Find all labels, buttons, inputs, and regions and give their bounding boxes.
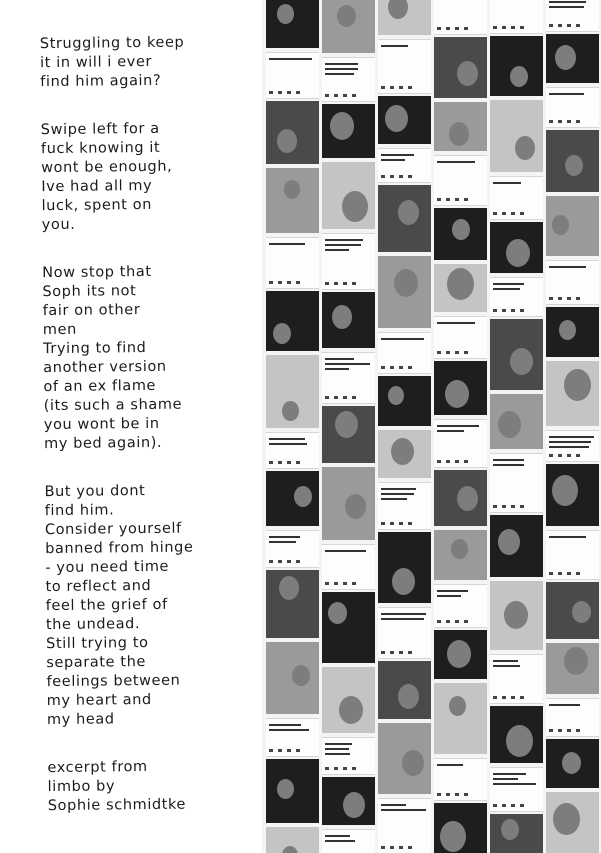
face-shape bbox=[392, 568, 415, 595]
profile-photo bbox=[546, 307, 599, 357]
action-icons bbox=[269, 281, 303, 284]
poem-line: wont be enough, bbox=[41, 158, 173, 177]
face-shape bbox=[552, 475, 578, 506]
action-icons bbox=[381, 366, 415, 369]
face-shape bbox=[447, 640, 471, 668]
action-icons bbox=[269, 560, 303, 563]
prompt-text-line bbox=[269, 58, 312, 60]
poem-line: separate the bbox=[46, 654, 147, 672]
poem-line: of an ex flame bbox=[43, 377, 157, 396]
prompt-text-line bbox=[325, 73, 354, 75]
face-shape bbox=[398, 200, 419, 225]
profile-photo bbox=[378, 661, 431, 719]
prompt-text-line bbox=[437, 590, 468, 592]
profile-prompt-card bbox=[546, 530, 599, 580]
profile-photo bbox=[266, 570, 319, 638]
poem-line: feel the grief of bbox=[45, 596, 168, 615]
profile-prompt-card bbox=[434, 155, 487, 206]
face-shape bbox=[388, 386, 404, 405]
prompt-text-line bbox=[381, 613, 426, 615]
poem-line: it in will i ever bbox=[39, 53, 153, 72]
prompt-text-line bbox=[437, 322, 475, 324]
action-icons bbox=[549, 729, 583, 732]
poem-line: banned from hinge bbox=[45, 539, 194, 558]
prompt-text-line bbox=[325, 63, 358, 65]
profile-prompt-card bbox=[434, 0, 487, 35]
action-icons bbox=[269, 749, 303, 752]
poem-line: my head bbox=[46, 711, 115, 729]
prompt-text-line bbox=[549, 436, 594, 438]
profile-prompt-card bbox=[378, 607, 431, 659]
poem-line: you. bbox=[41, 216, 76, 234]
prompt-text-line bbox=[381, 493, 414, 495]
stanza-4 bbox=[44, 481, 257, 730]
profile-prompt-card bbox=[490, 0, 543, 34]
face-shape bbox=[398, 684, 419, 709]
prompt-text-line bbox=[325, 840, 355, 842]
profile-photo bbox=[434, 630, 487, 679]
face-shape bbox=[339, 696, 363, 724]
poem-line: find him again? bbox=[40, 72, 162, 91]
action-icons bbox=[549, 24, 583, 27]
face-shape bbox=[402, 750, 424, 776]
action-icons bbox=[549, 572, 583, 575]
poem-line: my bed again). bbox=[43, 434, 163, 453]
profile-prompt-card bbox=[378, 798, 431, 853]
profile-photo bbox=[322, 0, 375, 53]
action-icons bbox=[493, 804, 527, 807]
prompt-text-line bbox=[493, 459, 524, 461]
profile-prompt-card bbox=[266, 718, 319, 757]
prompt-text-line bbox=[269, 243, 305, 245]
poem-line: to reflect and bbox=[45, 577, 152, 596]
profile-photo bbox=[434, 208, 487, 260]
prompt-text-line bbox=[493, 665, 520, 667]
profile-prompt-card bbox=[266, 530, 319, 568]
face-shape bbox=[451, 539, 468, 559]
profile-photo bbox=[322, 406, 375, 463]
profile-photo bbox=[322, 104, 375, 158]
poem-line: - you need time bbox=[45, 558, 170, 577]
profile-photo bbox=[378, 532, 431, 603]
face-shape bbox=[452, 219, 470, 240]
prompt-text-line bbox=[437, 764, 463, 766]
action-icons bbox=[381, 86, 415, 89]
poem-line: feelings between bbox=[46, 672, 181, 691]
collage-column bbox=[434, 0, 487, 853]
prompt-text-line bbox=[493, 773, 526, 775]
prompt-text-line bbox=[381, 154, 414, 156]
face-shape bbox=[457, 486, 478, 511]
action-icons bbox=[325, 282, 359, 285]
prompt-text-line bbox=[381, 159, 405, 161]
poem-line: find him. bbox=[44, 502, 115, 520]
face-shape bbox=[564, 647, 588, 675]
face-shape bbox=[385, 105, 408, 132]
profile-photo bbox=[322, 467, 375, 540]
face-shape bbox=[564, 369, 591, 401]
profile-prompt-card bbox=[434, 419, 487, 468]
action-icons bbox=[437, 27, 471, 30]
face-shape bbox=[506, 725, 533, 757]
face-shape bbox=[565, 155, 583, 176]
profile-photo bbox=[434, 37, 487, 98]
action-icons bbox=[437, 793, 471, 796]
profile-photo bbox=[266, 101, 319, 164]
poem-line: fair on other bbox=[42, 302, 141, 320]
prompt-text-line bbox=[269, 541, 296, 543]
profile-prompt-card bbox=[434, 316, 487, 359]
profile-photo bbox=[434, 530, 487, 580]
poem-line: fuck knowing it bbox=[40, 139, 161, 158]
face-shape bbox=[457, 61, 478, 86]
profile-photo bbox=[434, 470, 487, 526]
credit-line: limbo by bbox=[47, 778, 116, 796]
profile-prompt-card bbox=[322, 57, 375, 102]
face-shape bbox=[562, 752, 581, 774]
prompt-text-line bbox=[325, 68, 358, 70]
profile-photo bbox=[490, 394, 543, 449]
action-icons bbox=[269, 91, 303, 94]
profile-photo bbox=[490, 222, 543, 273]
poem-line: the undead. bbox=[45, 616, 141, 634]
prompt-text-line bbox=[325, 363, 370, 365]
poem-line: you wont be in bbox=[43, 415, 160, 434]
prompt-text-line bbox=[325, 748, 349, 750]
prompt-text-line bbox=[549, 266, 586, 268]
face-shape bbox=[388, 0, 408, 19]
prompt-text-line bbox=[325, 244, 361, 246]
profile-prompt-card bbox=[490, 176, 543, 220]
prompt-text-line bbox=[493, 783, 536, 785]
poem-line: But you dont bbox=[44, 483, 146, 501]
face-shape bbox=[335, 411, 358, 438]
face-shape bbox=[445, 380, 469, 408]
prompt-text-line bbox=[325, 368, 349, 370]
prompt-text-line bbox=[549, 536, 586, 538]
prompt-text-line bbox=[493, 182, 521, 184]
face-shape bbox=[510, 66, 528, 87]
action-icons bbox=[493, 696, 527, 699]
face-shape bbox=[279, 576, 299, 600]
profile-photo bbox=[378, 376, 431, 426]
profile-photo bbox=[322, 777, 375, 825]
stanza-1 bbox=[40, 33, 251, 92]
face-shape bbox=[277, 779, 294, 799]
prompt-text-line bbox=[549, 704, 580, 706]
prompt-text-line bbox=[437, 595, 461, 597]
action-icons bbox=[437, 351, 471, 354]
profile-photo bbox=[378, 723, 431, 794]
profile-photo bbox=[322, 292, 375, 348]
profile-prompt-card bbox=[322, 352, 375, 404]
profile-prompt-card bbox=[266, 237, 319, 289]
prompt-text-line bbox=[493, 288, 520, 290]
profile-prompt-card bbox=[266, 432, 319, 469]
profile-prompt-card bbox=[490, 453, 543, 513]
face-shape bbox=[498, 411, 521, 438]
face-shape bbox=[553, 803, 580, 835]
face-shape bbox=[277, 4, 294, 24]
face-shape bbox=[345, 494, 366, 519]
profile-prompt-card bbox=[546, 430, 599, 462]
face-shape bbox=[440, 821, 466, 852]
profile-prompt-card bbox=[378, 148, 431, 183]
profile-photo bbox=[266, 291, 319, 351]
prompt-text-line bbox=[269, 443, 307, 445]
profile-photo bbox=[266, 168, 319, 233]
profile-photo bbox=[546, 130, 599, 192]
action-icons bbox=[325, 396, 359, 399]
profile-photo bbox=[266, 471, 319, 526]
action-icons bbox=[381, 651, 415, 654]
prompt-text-line bbox=[381, 338, 424, 340]
profile-photo bbox=[546, 643, 599, 694]
poem-line: another version bbox=[43, 358, 167, 377]
face-shape bbox=[343, 792, 365, 818]
profile-photo bbox=[266, 827, 319, 853]
action-icons bbox=[381, 175, 415, 178]
profile-photo bbox=[490, 706, 543, 763]
action-icons bbox=[493, 212, 527, 215]
prompt-text-line bbox=[549, 6, 584, 8]
prompt-text-line bbox=[325, 358, 354, 360]
prompt-text-line bbox=[493, 283, 524, 285]
face-shape bbox=[282, 401, 299, 421]
profile-photo bbox=[378, 256, 431, 328]
collage-column bbox=[546, 0, 599, 853]
face-shape bbox=[282, 846, 298, 853]
profile-photo bbox=[434, 264, 487, 312]
face-shape bbox=[504, 601, 528, 629]
prompt-text-line bbox=[549, 441, 591, 443]
face-shape bbox=[284, 180, 300, 199]
poem-line: Trying to find bbox=[42, 340, 147, 358]
face-shape bbox=[498, 529, 520, 555]
action-icons bbox=[549, 297, 583, 300]
prompt-text-line bbox=[325, 753, 350, 755]
action-icons bbox=[437, 620, 471, 623]
action-icons bbox=[549, 454, 583, 457]
prompt-text-line bbox=[381, 809, 426, 811]
profile-prompt-card bbox=[378, 482, 431, 530]
poem-credit bbox=[47, 757, 258, 816]
profile-photo bbox=[322, 162, 375, 229]
profile-photo bbox=[378, 430, 431, 478]
profile-prompt-card bbox=[322, 829, 375, 853]
profile-photo bbox=[378, 185, 431, 252]
profile-photo bbox=[546, 361, 599, 426]
profile-prompt-card bbox=[434, 584, 487, 628]
collage-column bbox=[322, 0, 375, 853]
profile-prompt-card bbox=[378, 39, 431, 94]
profile-photo bbox=[434, 683, 487, 754]
prompt-text-line bbox=[325, 743, 352, 745]
poem-line: my heart and bbox=[46, 691, 152, 710]
profile-photo bbox=[490, 100, 543, 172]
face-shape bbox=[342, 191, 368, 222]
face-shape bbox=[572, 601, 591, 623]
profile-prompt-card bbox=[266, 52, 319, 99]
poem-line: Still trying to bbox=[46, 635, 149, 653]
face-shape bbox=[559, 320, 576, 340]
prompt-text-line bbox=[381, 804, 406, 806]
action-icons bbox=[269, 461, 303, 464]
face-shape bbox=[294, 486, 312, 507]
credit-line: Sophie schmidtke bbox=[47, 796, 187, 815]
profile-photo bbox=[378, 96, 431, 144]
action-icons bbox=[437, 198, 471, 201]
action-icons bbox=[381, 522, 415, 525]
profile-prompt-card bbox=[322, 233, 375, 290]
face-shape bbox=[330, 112, 354, 140]
action-icons bbox=[549, 120, 583, 123]
profile-prompt-card bbox=[322, 544, 375, 590]
prompt-text-line bbox=[437, 161, 475, 163]
profile-photo bbox=[266, 759, 319, 823]
stanza-2 bbox=[41, 119, 252, 235]
face-shape bbox=[449, 122, 469, 146]
action-icons bbox=[493, 26, 527, 29]
face-shape bbox=[337, 5, 356, 27]
profile-prompt-card bbox=[378, 332, 431, 374]
face-shape bbox=[328, 602, 347, 624]
prompt-text-line bbox=[381, 498, 407, 500]
poem-line: Struggling to keep bbox=[39, 34, 185, 53]
stanza-3 bbox=[42, 262, 254, 454]
profile-photo bbox=[434, 361, 487, 415]
face-shape bbox=[273, 323, 291, 344]
profile-prompt-card bbox=[546, 87, 599, 128]
profile-photo bbox=[546, 196, 599, 256]
prompt-text-line bbox=[549, 1, 586, 3]
prompt-text-line bbox=[381, 618, 424, 620]
profile-prompt-card bbox=[546, 260, 599, 305]
profile-photo bbox=[546, 739, 599, 788]
profile-photo bbox=[490, 581, 543, 650]
profile-prompt-card bbox=[434, 758, 487, 801]
profile-photo bbox=[266, 355, 319, 428]
action-icons bbox=[493, 505, 527, 508]
credit-line: excerpt from bbox=[47, 759, 148, 777]
profile-photo bbox=[322, 592, 375, 663]
prompt-text-line bbox=[437, 425, 479, 427]
profile-photo bbox=[490, 814, 543, 853]
prompt-text-line bbox=[493, 464, 524, 466]
collage-column bbox=[490, 0, 543, 853]
face-shape bbox=[332, 305, 352, 329]
profile-prompt-card bbox=[490, 654, 543, 704]
profile-photo bbox=[434, 102, 487, 151]
profile-photo bbox=[266, 0, 319, 48]
face-shape bbox=[277, 129, 297, 153]
poem-line: Swipe left for a bbox=[40, 120, 160, 139]
profile-photo bbox=[322, 667, 375, 733]
profile-photo bbox=[490, 515, 543, 577]
profile-prompt-card bbox=[322, 737, 375, 775]
profile-prompt-card bbox=[546, 698, 599, 737]
poem bbox=[40, 33, 258, 845]
poem-line: Consider yourself bbox=[44, 520, 182, 539]
face-shape bbox=[501, 819, 519, 840]
poem-line: luck, spent on bbox=[41, 196, 153, 215]
prompt-text-line bbox=[269, 438, 305, 440]
prompt-text-line bbox=[325, 239, 363, 241]
poem-line: Now stop that bbox=[42, 263, 152, 282]
collage-column bbox=[378, 0, 431, 853]
face-shape bbox=[292, 665, 310, 686]
face-shape bbox=[449, 696, 466, 716]
prompt-text-line bbox=[269, 724, 301, 726]
profile-photo bbox=[434, 803, 487, 853]
prompt-text-line bbox=[269, 536, 300, 538]
face-shape bbox=[510, 348, 533, 375]
face-shape bbox=[391, 438, 414, 465]
action-icons bbox=[493, 309, 527, 312]
profile-photo bbox=[546, 34, 599, 83]
prompt-text-line bbox=[269, 729, 309, 731]
profile-photo bbox=[546, 464, 599, 526]
screenshot-collage bbox=[262, 0, 601, 853]
profile-photo bbox=[546, 582, 599, 639]
prompt-text-line bbox=[325, 835, 350, 837]
prompt-text-line bbox=[437, 430, 464, 432]
profile-photo bbox=[490, 319, 543, 390]
action-icons bbox=[437, 460, 471, 463]
face-shape bbox=[394, 269, 418, 297]
profile-prompt-card bbox=[490, 767, 543, 812]
face-shape bbox=[447, 268, 474, 300]
prompt-text-line bbox=[549, 93, 584, 95]
poem-line: Ive had all my bbox=[41, 177, 153, 196]
prompt-text-line bbox=[549, 446, 589, 448]
profile-photo bbox=[378, 0, 431, 35]
action-icons bbox=[325, 767, 359, 770]
profile-prompt-card bbox=[546, 0, 599, 32]
face-shape bbox=[515, 136, 535, 160]
profile-photo bbox=[546, 792, 599, 853]
poem-line: (its such a shame bbox=[43, 396, 183, 415]
poem-line: men bbox=[42, 321, 77, 339]
profile-photo bbox=[490, 36, 543, 96]
action-icons bbox=[325, 94, 359, 97]
face-shape bbox=[555, 45, 576, 70]
action-icons bbox=[325, 582, 359, 585]
prompt-text-line bbox=[493, 778, 518, 780]
face-shape bbox=[506, 239, 530, 267]
face-shape bbox=[552, 215, 569, 235]
collage-column bbox=[266, 0, 319, 853]
prompt-text-line bbox=[325, 249, 349, 251]
profile-prompt-card bbox=[490, 277, 543, 317]
action-icons bbox=[381, 846, 415, 849]
poem-line: Soph its not bbox=[42, 283, 137, 301]
prompt-text-line bbox=[325, 550, 366, 552]
prompt-text-line bbox=[493, 660, 518, 662]
prompt-text-line bbox=[381, 45, 408, 47]
profile-photo bbox=[266, 642, 319, 714]
prompt-text-line bbox=[381, 488, 416, 490]
